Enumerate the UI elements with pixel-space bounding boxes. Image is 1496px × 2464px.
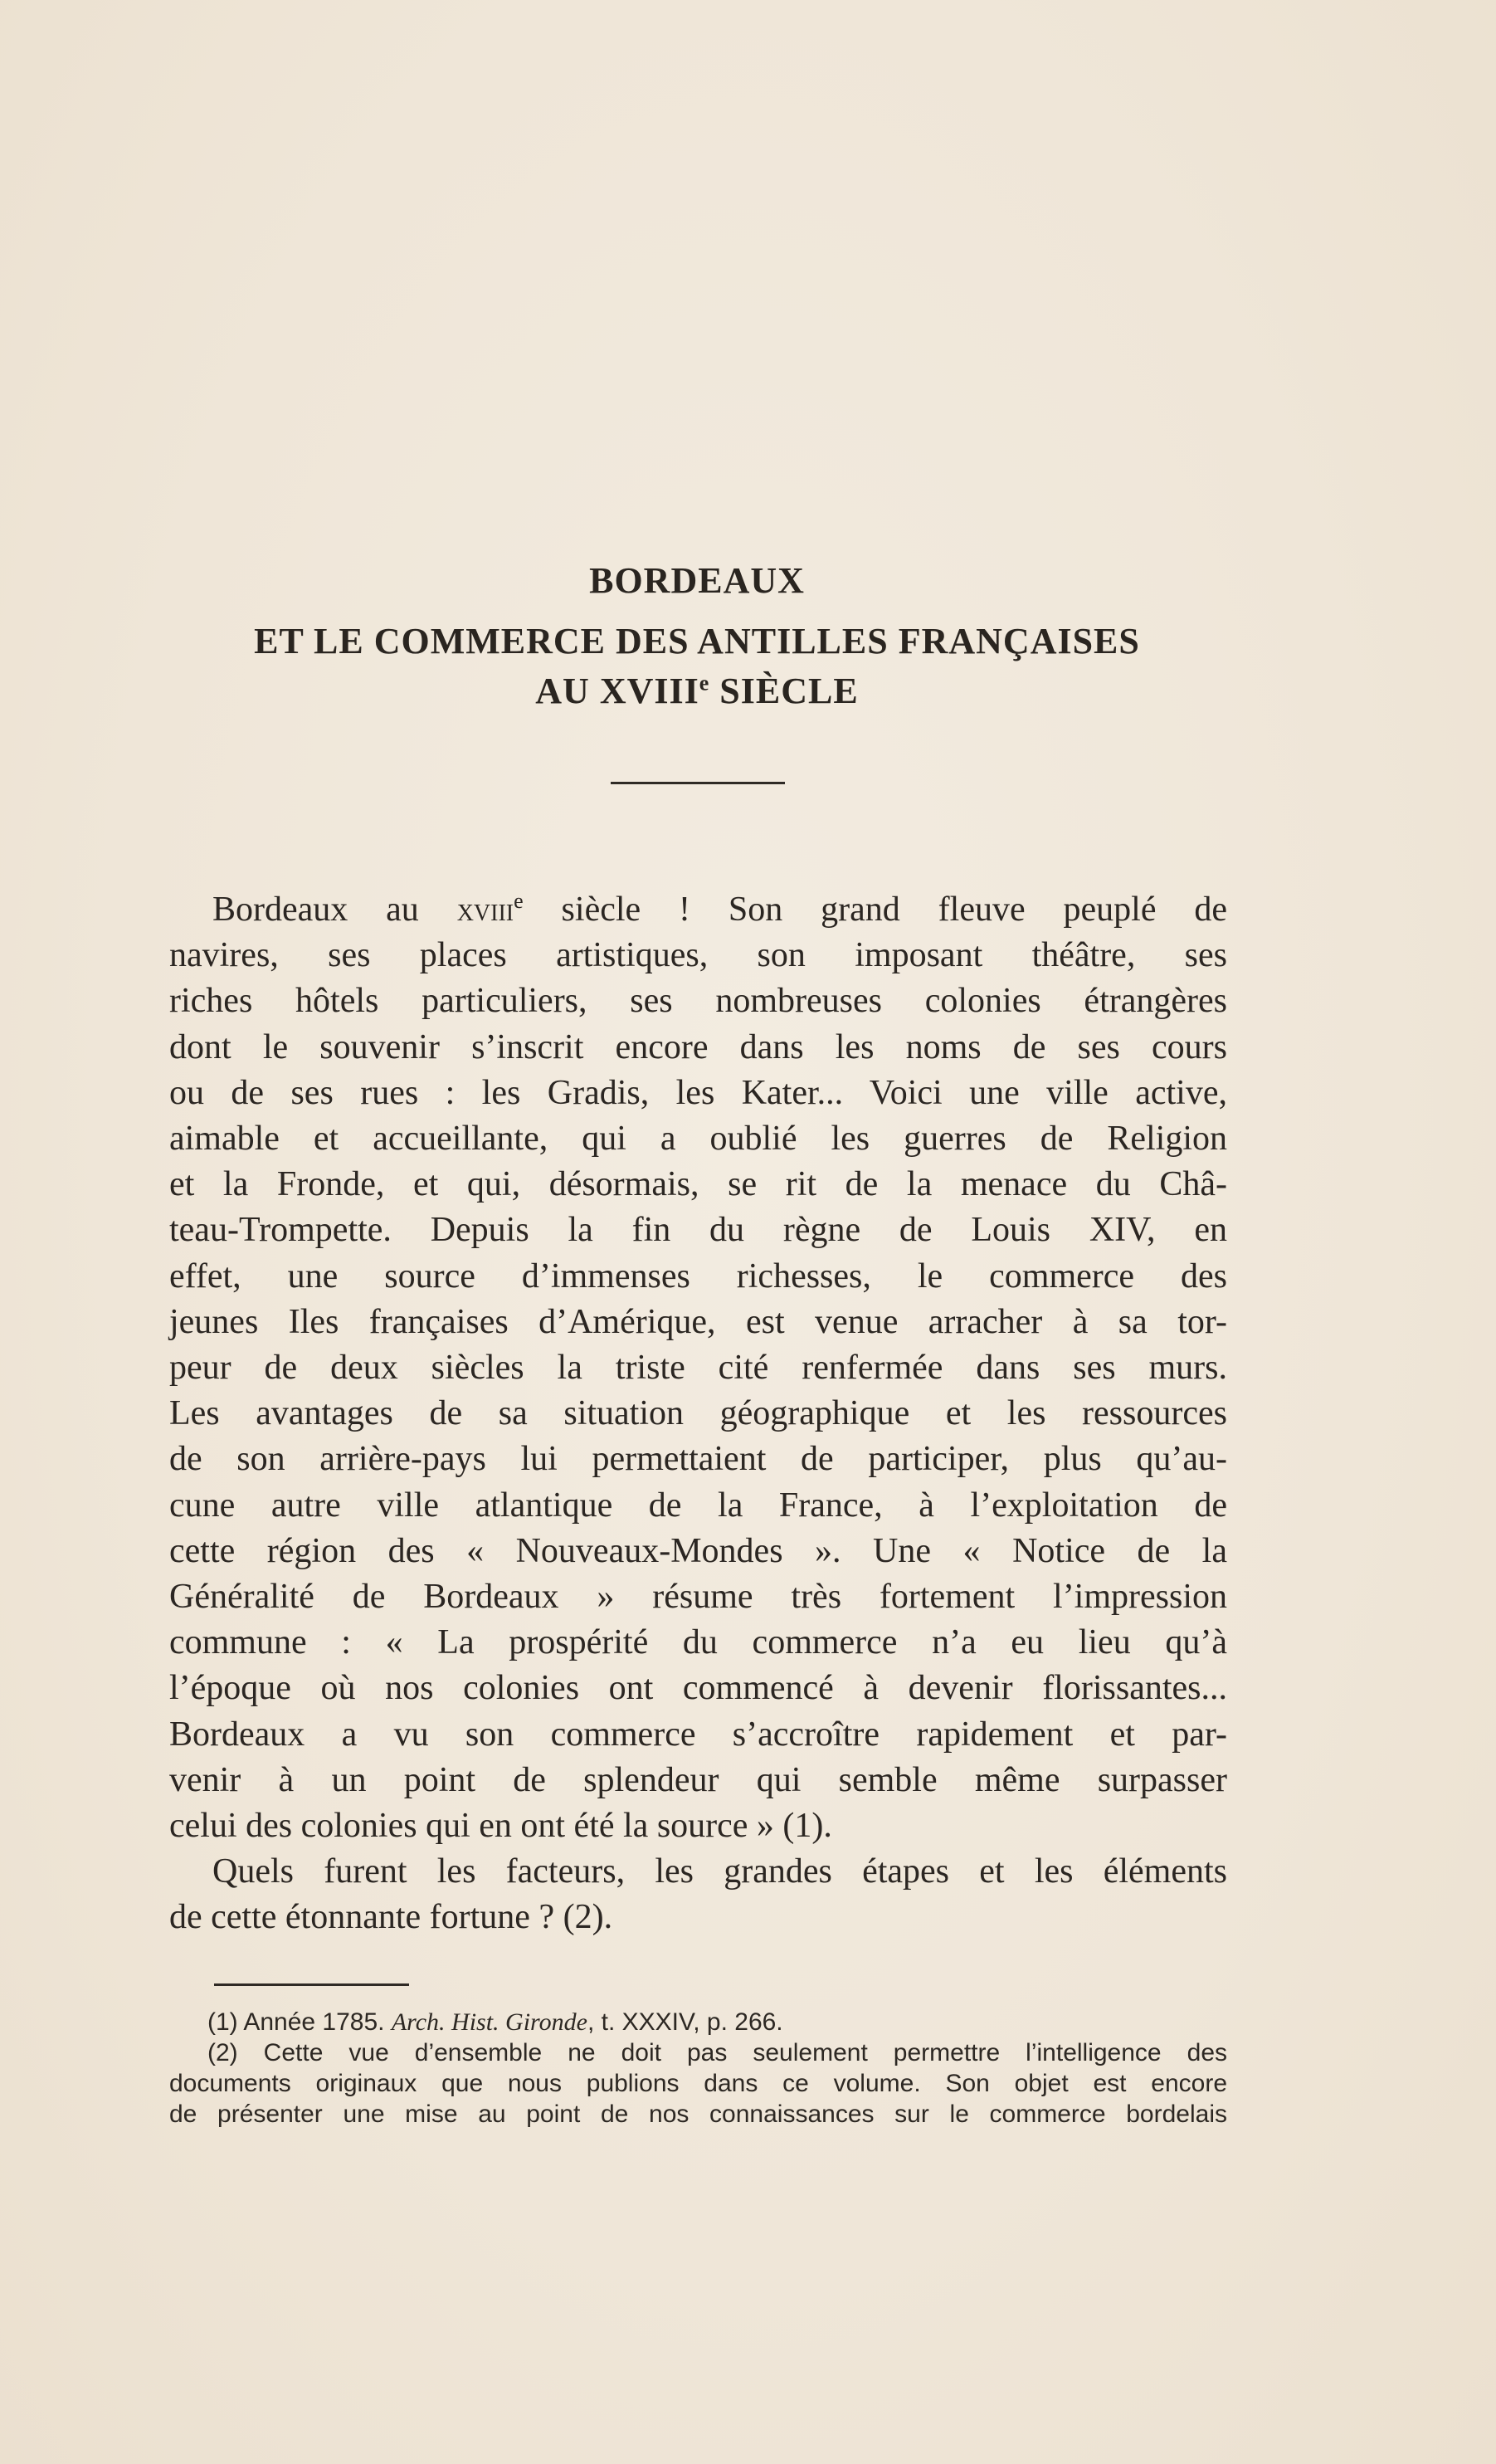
body-line: teau-Trompette. Depuis la fin du règne de Louis XIV, en <box>169 1211 1227 1250</box>
footnote-1 <box>169 2007 1227 2037</box>
footnote-1-post: , t. XXXIV, p. 266. <box>587 2008 783 2036</box>
body-line: commune : « La prospérité du commerce n’a eu lieu qu’à <box>169 1623 1227 1662</box>
body-line: venir à un point de splendeur qui semble même surpasser <box>169 1760 1227 1799</box>
body-line: dont le souvenir s’inscrit encore dans les noms de ses cours <box>169 1027 1227 1066</box>
footnotes <box>169 2007 1227 2130</box>
footnote-2-line: documents originaux que nous publions dans ce volume. Son objet est encore <box>169 2070 1227 2097</box>
body-line: celui des colonies qui en ont été la source » (1). <box>169 1807 832 1846</box>
footnote-rule <box>214 1983 409 1986</box>
footnote-2-line: de présenter une mise au point de nos connaissances sur le commerce bordelais <box>169 2100 1227 2128</box>
title-line-1: BORDEAUX <box>589 560 805 601</box>
body-line: cette région des « Nouveaux-Mondes ». Une « Notice de la <box>169 1531 1227 1570</box>
body-line: riches hôtels particuliers, ses nombreuses colonies étrangères <box>169 982 1227 1021</box>
body-line-1-pre: Bordeaux au <box>212 890 457 929</box>
body-line: cune autre ville atlantique de la France, à l’exploitation de <box>169 1486 1227 1525</box>
footnote-1-pre: (1) Année 1785. <box>207 2008 392 2036</box>
body-line <box>169 886 1227 933</box>
body-line: aimable et accueillante, qui a oublié les guerres de Religion <box>169 1120 1227 1159</box>
body-line: de son arrière-pays lui permettaient de participer, plus qu’au- <box>169 1440 1227 1479</box>
footnote-2-line: (2) Cette vue d’ensemble ne doit pas seulement permettre l’intelligence des <box>207 2039 1227 2066</box>
title-line-3-post: SIÈCLE <box>709 671 859 711</box>
century-small-caps: xviii <box>456 890 514 928</box>
body-line: de cette étonnante fortune ? (2). <box>169 1898 613 1937</box>
body-line: navires, ses places artistiques, son imposant théâtre, ses <box>169 936 1227 975</box>
body-line: Quels furent les facteurs, les grandes étapes et les éléments <box>212 1852 1227 1891</box>
body-line: effet, une source d’immenses richesses, le commerce des <box>169 1256 1227 1295</box>
title-line-3-pre: AU XVIII <box>535 671 699 711</box>
body-text <box>169 886 1227 1941</box>
body-line: ou de ses rues : les Gradis, les Kater... Voici une ville active, <box>169 1073 1227 1112</box>
body-line: l’époque où nos colonies ont commencé à devenir florissantes... <box>169 1669 1227 1708</box>
century-superscript: e <box>514 889 524 913</box>
body-line: Les avantages de sa situation géographique et les ressources <box>169 1394 1227 1433</box>
footnote-1-source: Arch. Hist. Gironde <box>391 2008 587 2036</box>
title-line-3-superscript: e <box>699 671 710 695</box>
title-line-3 <box>166 668 1228 715</box>
title-line-2: ET LE COMMERCE DES ANTILLES FRANÇAISES <box>254 621 1140 661</box>
body-line: peur de deux siècles la triste cité renfermée dans ses murs. <box>169 1349 1227 1388</box>
body-line: et la Fronde, et qui, désormais, se rit de la menace du Châ- <box>169 1165 1227 1204</box>
body-line: jeunes Iles françaises d’Amérique, est venue arracher à sa tor- <box>169 1302 1227 1341</box>
body-line: Bordeaux a vu son commerce s’accroître rapidement et par- <box>169 1715 1227 1754</box>
body-line-1-post: siècle ! Son grand fleuve peuplé de <box>523 890 1227 929</box>
body-line: Généralité de Bordeaux » résume très fortement l’impression <box>169 1578 1227 1617</box>
title-separator <box>611 782 785 784</box>
